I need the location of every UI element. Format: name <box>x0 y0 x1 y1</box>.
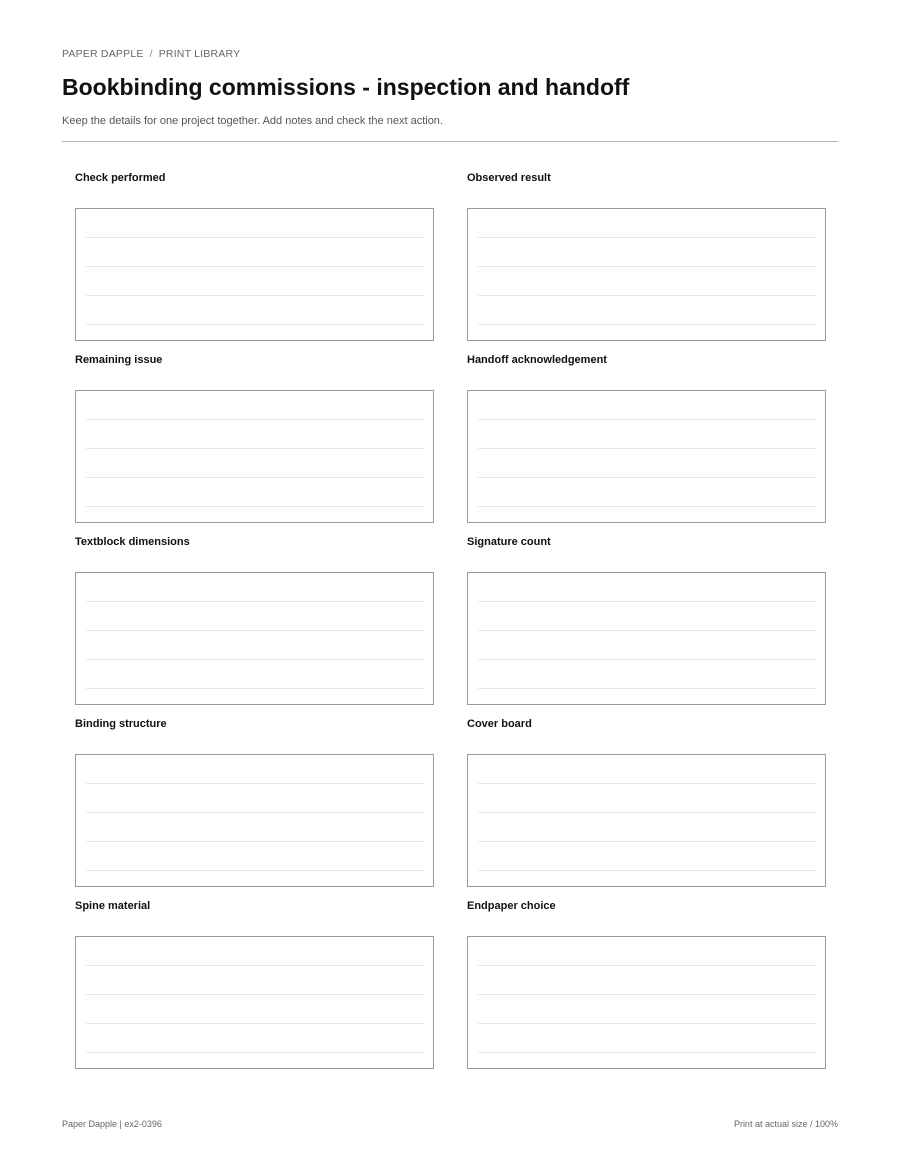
field-remaining-issue <box>75 354 434 536</box>
field-label: Spine material <box>75 900 151 912</box>
field-spine-material <box>75 900 434 1082</box>
field-label: Endpaper choice <box>467 900 556 912</box>
writing-box[interactable] <box>467 936 826 1069</box>
ruled-line <box>86 601 424 602</box>
ruled-line <box>86 506 424 507</box>
ruled-line <box>86 994 424 995</box>
ruled-line <box>478 630 816 631</box>
ruled-line <box>86 1023 424 1024</box>
ruled-line <box>86 965 424 966</box>
ruled-line <box>86 870 424 871</box>
field-textblock-dimensions <box>75 536 434 718</box>
field-label: Remaining issue <box>75 354 163 366</box>
ruled-line <box>86 688 424 689</box>
ruled-line <box>86 1052 424 1053</box>
header-divider <box>62 141 838 142</box>
ruled-line <box>478 324 816 325</box>
ruled-line <box>478 477 816 478</box>
field-label: Handoff acknowledgement <box>467 354 607 366</box>
field-observed-result <box>467 172 826 354</box>
field-label: Signature count <box>467 536 551 548</box>
ruled-line <box>478 237 816 238</box>
writing-box[interactable] <box>75 572 434 705</box>
writing-box[interactable] <box>75 936 434 1069</box>
ruled-line <box>86 419 424 420</box>
breadcrumb-section: PRINT LIBRARY <box>158 48 241 60</box>
breadcrumb-root: PAPER DAPPLE <box>62 48 144 60</box>
field-signature-count <box>467 536 826 718</box>
writing-box[interactable] <box>75 390 434 523</box>
field-label: Cover board <box>467 718 532 730</box>
ruled-line <box>478 419 816 420</box>
writing-box[interactable] <box>467 754 826 887</box>
ruled-line <box>478 688 816 689</box>
field-label: Textblock dimensions <box>75 536 190 548</box>
field-handoff-acknowledgement <box>467 354 826 536</box>
ruled-line <box>478 1052 816 1053</box>
ruled-line <box>86 659 424 660</box>
ruled-line <box>86 237 424 238</box>
ruled-line <box>478 1023 816 1024</box>
breadcrumb <box>62 48 240 60</box>
ruled-line <box>86 630 424 631</box>
ruled-line <box>86 324 424 325</box>
writing-box[interactable] <box>75 754 434 887</box>
field-check-performed <box>75 172 434 354</box>
field-cover-board <box>467 718 826 900</box>
field-endpaper-choice <box>467 900 826 1082</box>
ruled-line <box>478 601 816 602</box>
ruled-line <box>478 448 816 449</box>
field-label: Binding structure <box>75 718 167 730</box>
ruled-line <box>478 266 816 267</box>
ruled-line <box>478 994 816 995</box>
writing-box[interactable] <box>75 208 434 341</box>
ruled-line <box>86 295 424 296</box>
ruled-line <box>478 295 816 296</box>
writing-box[interactable] <box>467 390 826 523</box>
ruled-line <box>478 841 816 842</box>
footer-print-note: Print at actual size / 100% <box>733 1119 838 1129</box>
field-grid <box>75 172 826 1082</box>
ruled-line <box>478 506 816 507</box>
writing-box[interactable] <box>467 208 826 341</box>
ruled-line <box>478 965 816 966</box>
ruled-line <box>86 783 424 784</box>
field-label: Observed result <box>467 172 551 184</box>
ruled-line <box>478 783 816 784</box>
breadcrumb-separator: / <box>149 48 153 60</box>
ruled-line <box>478 870 816 871</box>
ruled-line <box>478 812 816 813</box>
page-subtitle: Keep the details for one project together. Add notes and check the next action. <box>62 115 443 127</box>
ruled-line <box>86 448 424 449</box>
footer-document-id: Paper Dapple | ex2-0396 <box>62 1119 162 1129</box>
page-title: Bookbinding commissions - inspection and handoff <box>62 74 630 100</box>
writing-box[interactable] <box>467 572 826 705</box>
ruled-line <box>86 477 424 478</box>
ruled-line <box>86 812 424 813</box>
ruled-line <box>478 659 816 660</box>
field-binding-structure <box>75 718 434 900</box>
field-label: Check performed <box>75 172 166 184</box>
ruled-line <box>86 841 424 842</box>
ruled-line <box>86 266 424 267</box>
